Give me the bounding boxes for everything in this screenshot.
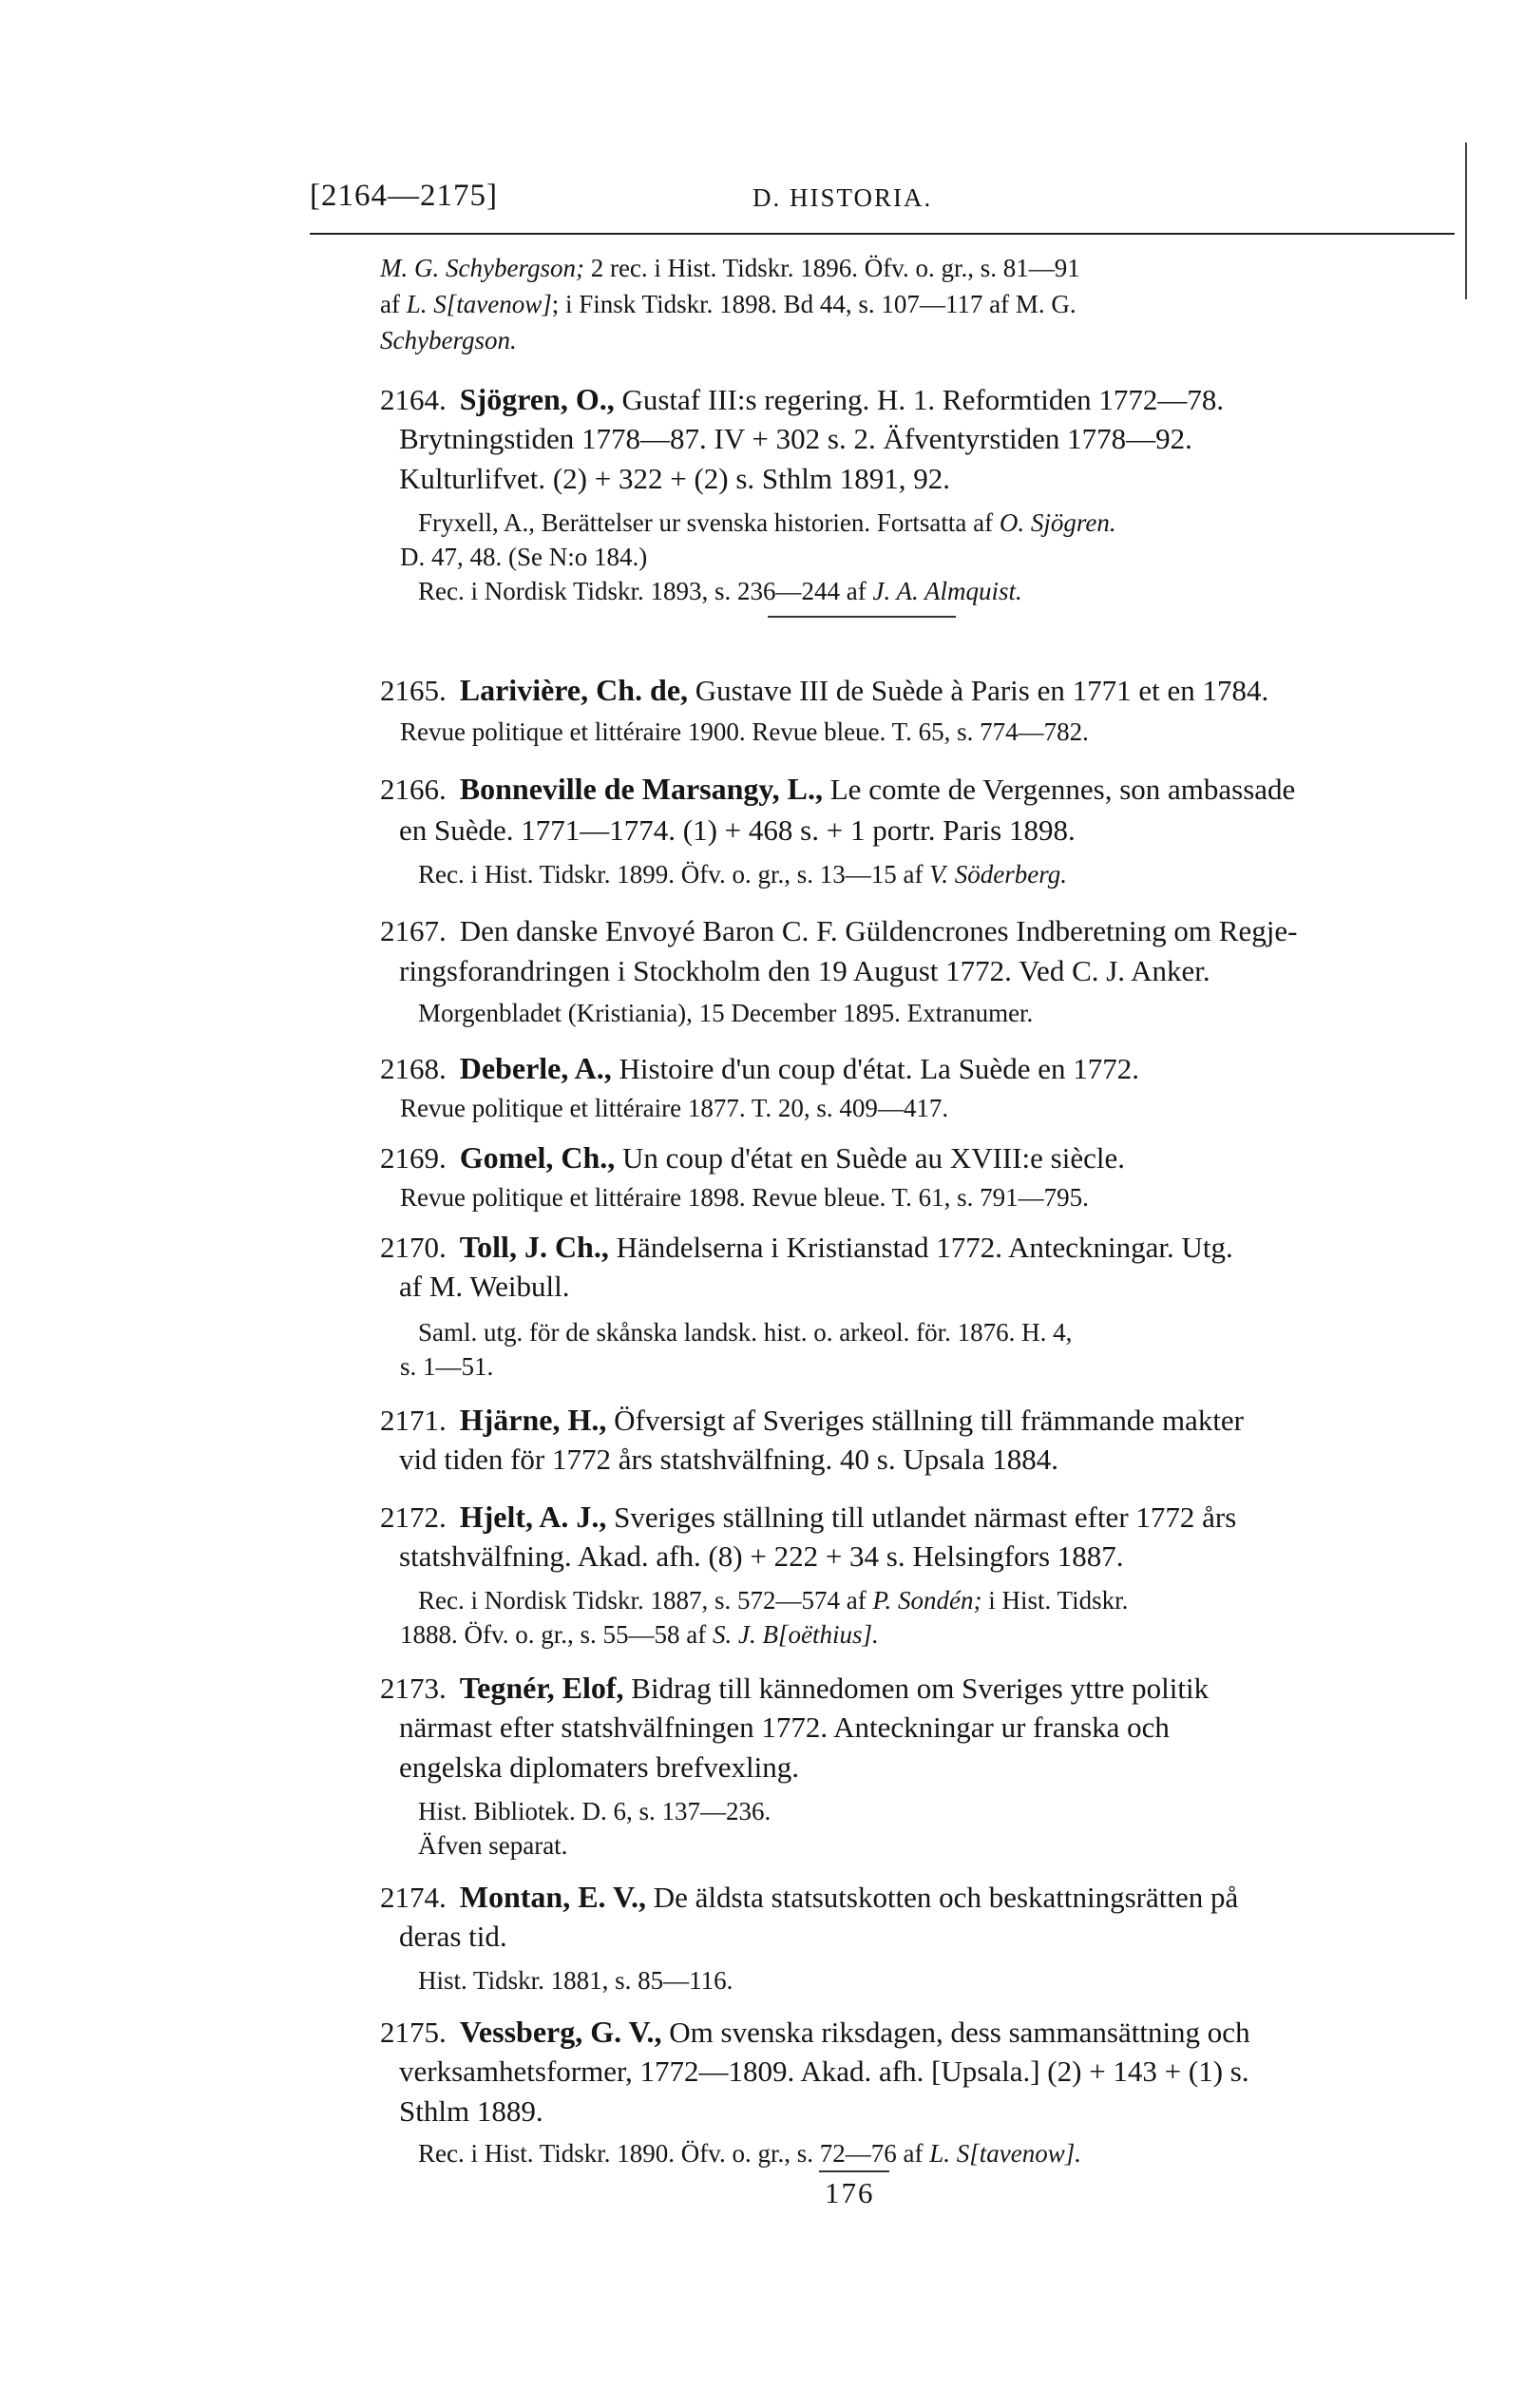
entry-line: närmast efter statshvälfningen 1772. Anteckningar ur franska och — [399, 1710, 1170, 1744]
carry-over-line: Schybergson. — [380, 326, 517, 354]
note-line: Äfven separat. — [418, 1831, 568, 1860]
note-line: 1888. Öfv. o. gr., s. 55—58 af S. J. B[oëthius]. — [400, 1620, 879, 1649]
entry-2167: 2167. Den danske Envoyé Baron C. F. Güldencrones Indberetning om Regje- — [380, 914, 1298, 947]
entry-2175: 2175. Vessberg, G. V., Om svenska riksdagen, dess sammansättning och — [380, 2015, 1250, 2049]
note-line: Rec. i Nordisk Tidskr. 1887, s. 572—574 af P. Sondén; i Hist. Tidskr. — [418, 1586, 1129, 1615]
note-line: Revue politique et littéraire 1900. Revue bleue. T. 65, s. 774—782. — [400, 717, 1089, 746]
entry-line: vid tiden för 1772 års statshvälfning. 40 s. Upsala 1884. — [399, 1443, 1058, 1476]
header-rule — [310, 233, 1455, 235]
note-line: Revue politique et littéraire 1877. T. 20, s. 409—417. — [400, 1094, 949, 1122]
carry-over-line: af L. S[tavenow]; i Finsk Tidskr. 1898. Bd 44, s. 107—117 af M. G. — [380, 290, 1076, 318]
entry-2171: 2171. Hjärne, H., Öfversigt af Sveriges ställning till främmande makter — [380, 1403, 1245, 1437]
entry-2165: 2165. Larivière, Ch. de, Gustave III de Suède à Paris en 1771 et en 1784. — [380, 673, 1269, 707]
entry-line: en Suède. 1771—1774. (1) + 468 s. + 1 portr. Paris 1898. — [399, 813, 1076, 847]
entry-line: ringsforandringen i Stockholm den 19 August 1772. Ved C. J. Anker. — [399, 954, 1210, 987]
note-line: D. 47, 48. (Se N:o 184.) — [400, 543, 648, 571]
entry-line: deras tid. — [399, 1920, 507, 1953]
entry-2164: 2164. Sjögren, O., Gustaf III:s regering. H. 1. Reformtiden 1772—78. — [380, 382, 1225, 416]
separator-rule — [768, 616, 956, 618]
note-line: Saml. utg. för de skånska landsk. hist. o. arkeol. för. 1876. H. 4, — [418, 1318, 1073, 1347]
entry-2174: 2174. Montan, E. V., De äldsta statsutskotten och beskattningsrätten på — [380, 1880, 1239, 1914]
entry-2172: 2172. Hjelt, A. J., Sveriges ställning till utlandet närmast efter 1772 års — [380, 1500, 1237, 1534]
entry-line: af M. Weibull. — [399, 1270, 570, 1303]
running-head-section: D. HISTORIA. — [752, 183, 933, 212]
entry-2166: 2166. Bonneville de Marsangy, L., Le comte de Vergennes, son ambassade — [380, 772, 1296, 806]
edge-rule — [1465, 143, 1467, 299]
entry-line: Brytningstiden 1778—87. IV + 302 s. 2. Äfventyrstiden 1778—92. — [399, 422, 1192, 455]
note-line: s. 1—51. — [400, 1352, 494, 1381]
carry-over-line: M. G. Schybergson; 2 rec. i Hist. Tidskr. 1896. Öfv. o. gr., s. 81—91 — [380, 254, 1080, 282]
running-head-range: [2164—2175] — [310, 179, 498, 213]
entry-2173: 2173. Tegnér, Elof, Bidrag till kännedomen om Sveriges yttre politik — [380, 1671, 1210, 1705]
entry-line: statshvälfning. Akad. afh. (8) + 222 + 34 s. Helsingfors 1887. — [399, 1539, 1124, 1573]
entry-line: Sthlm 1889. — [399, 2094, 543, 2128]
note-line: Morgenbladet (Kristiania), 15 December 1895. Extranumer. — [418, 999, 1034, 1027]
entry-2170: 2170. Toll, J. Ch., Händelserna i Kristianstad 1772. Anteckningar. Utg. — [380, 1230, 1233, 1264]
page-number-rule — [819, 2170, 889, 2172]
note-line: Rec. i Hist. Tidskr. 1899. Öfv. o. gr., s. 13—15 af V. Söderberg. — [418, 860, 1068, 889]
entry-line: verksamhetsformer, 1772—1809. Akad. afh. [Upsala.] (2) + 143 + (1) s. — [399, 2054, 1249, 2088]
note-line: Rec. i Nordisk Tidskr. 1893, s. 236—244 af J. A. Almquist. — [418, 577, 1022, 605]
page-number: 176 — [825, 2176, 875, 2209]
note-line: Revue politique et littéraire 1898. Revue bleue. T. 61, s. 791—795. — [400, 1183, 1089, 1212]
note-line: Fryxell, A., Berättelser ur svenska historien. Fortsatta af O. Sjögren. — [418, 508, 1116, 537]
note-line: Rec. i Hist. Tidskr. 1890. Öfv. o. gr., s. 72—76 af L. S[tavenow]. — [418, 2139, 1082, 2168]
entry-line: engelska diplomaters brefvexling. — [399, 1750, 799, 1784]
entry-2169: 2169. Gomel, Ch., Un coup d'état en Suède au XVIII:e siècle. — [380, 1140, 1125, 1175]
note-line: Hist. Tidskr. 1881, s. 85—116. — [418, 1966, 733, 1995]
entry-2168: 2168. Deberle, A., Histoire d'un coup d'état. La Suède en 1772. — [380, 1051, 1139, 1085]
entry-line: Kulturlifvet. (2) + 322 + (2) s. Sthlm 1891, 92. — [399, 462, 951, 495]
note-line: Hist. Bibliotek. D. 6, s. 137—236. — [418, 1797, 772, 1825]
